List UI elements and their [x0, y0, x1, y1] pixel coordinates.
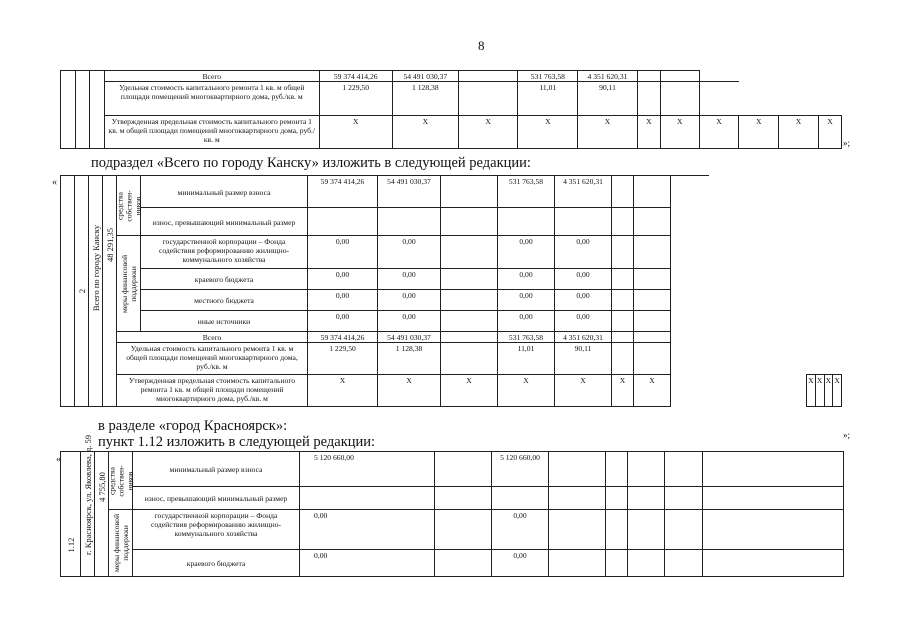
x-mark: X — [739, 116, 779, 149]
blank-cell — [703, 510, 741, 550]
value-cell: 59 374 414,26 — [319, 71, 392, 82]
page-number: 8 — [478, 38, 485, 53]
row-label: краевого бюджета — [141, 269, 308, 290]
value-cell — [612, 290, 634, 311]
value-cell: 0,00 — [308, 290, 378, 311]
value-cell: 531 763,58 — [518, 71, 578, 82]
value-cell — [634, 311, 671, 332]
value-cell — [612, 343, 634, 375]
value-cell: 0,00 — [492, 550, 549, 577]
end-mark: »; — [843, 430, 851, 440]
x-mark: X — [578, 116, 638, 149]
value-cell: 0,00 — [555, 290, 612, 311]
value-cell: 59 374 414,26 — [308, 332, 378, 343]
row-label: износ, превышающий минимальный размер — [141, 208, 308, 236]
value-cell — [549, 510, 606, 550]
row-label: износ, превышающий минимальный размер — [133, 487, 300, 510]
blank-cell — [779, 452, 844, 487]
x-mark: X — [518, 116, 578, 149]
value-cell — [549, 487, 606, 510]
value-cell — [606, 452, 628, 487]
specific-cost-label: Удельная стоимость капитального ремонта 1 кв. м общей площади помещений многоквартирного дома, руб./кв. м — [104, 82, 319, 116]
support-measures-cell: меры финансовой поддержки — [117, 236, 141, 332]
value-cell: 0,00 — [300, 510, 435, 550]
value-cell: 531 763,58 — [498, 332, 555, 343]
value-cell: 90,11 — [578, 82, 638, 116]
value-cell — [660, 82, 699, 116]
area-cell: 4 755,80 — [95, 452, 109, 577]
table-continuation — [60, 70, 842, 149]
value-cell — [435, 452, 492, 487]
x-mark: X — [308, 375, 378, 407]
value-cell — [628, 487, 665, 510]
row-label: государственной корпорации – Фонда содействия реформированию жилищно-коммунального хозяйства — [141, 236, 308, 269]
owners-funds-cell: средства собствен-ников — [117, 176, 141, 236]
address-cell: г. Красноярск, ул. Яковлева, д. 59 — [81, 452, 95, 577]
value-cell — [634, 236, 671, 269]
x-mark: X — [637, 116, 660, 149]
x-mark: X — [660, 116, 699, 149]
heading-krasnoyarsk: в разделе «город Красноярск»: — [98, 418, 288, 434]
value-cell — [549, 550, 606, 577]
table-side-cell — [90, 71, 105, 149]
table-side-cell — [61, 71, 76, 149]
value-cell: 1 128,38 — [378, 343, 441, 375]
value-cell: 0,00 — [555, 311, 612, 332]
value-cell — [435, 510, 492, 550]
value-cell — [441, 311, 498, 332]
value-cell — [634, 343, 671, 375]
owners-funds-cell: средства собствен-ников — [109, 452, 133, 510]
blank-cell — [779, 71, 819, 82]
value-cell: 59 374 414,26 — [308, 176, 378, 208]
blank-cell — [699, 71, 739, 82]
value-cell — [458, 82, 518, 116]
heading-item-1-12: пункт 1.12 изложить в следующей редакции: — [98, 434, 376, 450]
x-mark: X — [441, 375, 498, 407]
x-mark: X — [833, 375, 842, 407]
value-cell — [441, 269, 498, 290]
value-cell: 4 351 620,31 — [578, 71, 638, 82]
value-cell — [441, 290, 498, 311]
blank-cell — [671, 176, 709, 407]
value-cell — [612, 332, 634, 343]
value-cell — [665, 550, 703, 577]
open-mark: « — [56, 454, 61, 465]
value-cell: 0,00 — [378, 311, 441, 332]
row-label: иные источники — [141, 311, 308, 332]
x-mark: X — [498, 375, 555, 407]
value-cell: 0,00 — [498, 269, 555, 290]
value-cell: 11,01 — [498, 343, 555, 375]
row-number-cell: 2 — [75, 176, 89, 407]
value-cell — [612, 208, 634, 236]
blank-cell — [739, 82, 779, 116]
x-mark: X — [458, 116, 518, 149]
value-cell — [300, 487, 435, 510]
support-measures-cell: меры финансовой поддержки — [109, 510, 133, 577]
x-mark: X — [634, 375, 671, 407]
x-mark: X — [392, 116, 458, 149]
total-label: Всего — [117, 332, 308, 343]
x-mark: X — [818, 116, 841, 149]
value-cell — [441, 332, 498, 343]
blank-cell — [741, 452, 779, 487]
value-cell — [606, 487, 628, 510]
value-cell — [441, 236, 498, 269]
value-cell: 531 763,58 — [498, 176, 555, 208]
value-cell — [634, 208, 671, 236]
x-mark: X — [555, 375, 612, 407]
value-cell: 5 120 660,00 — [300, 452, 435, 487]
open-mark: « — [52, 177, 57, 188]
value-cell: 0,00 — [308, 269, 378, 290]
value-cell: 4 351 620,31 — [555, 176, 612, 208]
blank-cell — [818, 71, 841, 82]
row-label: государственной корпорации – Фонда содействия реформированию жилищно-коммунального хозяйства — [133, 510, 300, 550]
value-cell: 54 491 030,37 — [378, 332, 441, 343]
blank-cell — [739, 71, 779, 82]
row-label: местного бюджета — [141, 290, 308, 311]
value-cell: 90,11 — [555, 343, 612, 375]
value-cell: 0,00 — [308, 236, 378, 269]
value-cell — [634, 290, 671, 311]
value-cell: 0,00 — [378, 236, 441, 269]
value-cell — [458, 71, 518, 82]
value-cell — [665, 487, 703, 510]
value-cell — [555, 208, 612, 236]
heading-kansk: подраздел «Всего по городу Канску» изложить в следующей редакции: — [91, 155, 531, 171]
x-mark: X — [319, 116, 392, 149]
value-cell — [612, 311, 634, 332]
blank-cell — [741, 510, 779, 550]
blank-cell — [747, 176, 785, 407]
value-cell — [665, 452, 703, 487]
value-cell: 0,00 — [300, 550, 435, 577]
value-cell — [628, 550, 665, 577]
value-cell — [628, 452, 665, 487]
value-cell: 11,01 — [518, 82, 578, 116]
row-number-cell: 1.12 — [61, 452, 81, 577]
value-cell: 0,00 — [498, 290, 555, 311]
blank-cell — [779, 510, 844, 550]
value-cell — [498, 208, 555, 236]
x-mark: X — [824, 375, 833, 407]
blank-cell — [709, 176, 747, 407]
value-cell: 0,00 — [308, 311, 378, 332]
total-label: Всего — [104, 71, 319, 82]
value-cell — [435, 550, 492, 577]
value-cell — [612, 176, 634, 208]
table-side-cell — [61, 176, 75, 407]
value-cell: 0,00 — [498, 236, 555, 269]
value-cell — [308, 208, 378, 236]
value-cell: 1 229,50 — [319, 82, 392, 116]
value-cell — [606, 510, 628, 550]
row-label: минимальный размер взноса — [133, 452, 300, 487]
limit-cost-label: Утвержденная предельная стоимость капитального ремонта 1 кв. м общей площади помещений многоквартирного дома, руб./кв. м — [104, 116, 319, 149]
x-mark: X — [378, 375, 441, 407]
x-mark: X — [699, 116, 739, 149]
x-mark: X — [779, 116, 819, 149]
value-cell — [628, 510, 665, 550]
value-cell: 54 491 030,37 — [378, 176, 441, 208]
value-cell — [634, 176, 671, 208]
x-mark: X — [612, 375, 634, 407]
blank-cell — [703, 550, 741, 577]
value-cell: 0,00 — [492, 510, 549, 550]
value-cell: 0,00 — [378, 269, 441, 290]
table-side-cell — [75, 71, 90, 149]
value-cell — [435, 487, 492, 510]
blank-cell — [741, 550, 779, 577]
end-mark: »; — [843, 138, 851, 148]
value-cell: 1 229,50 — [308, 343, 378, 375]
value-cell — [637, 82, 660, 116]
value-cell — [606, 550, 628, 577]
value-cell — [549, 452, 606, 487]
blank-cell — [779, 487, 844, 510]
value-cell: 0,00 — [555, 236, 612, 269]
value-cell — [660, 71, 699, 82]
value-cell: 1 128,38 — [392, 82, 458, 116]
row-label: краевого бюджета — [133, 550, 300, 577]
value-cell — [441, 343, 498, 375]
value-cell — [612, 236, 634, 269]
specific-cost-label: Удельная стоимость капитального ремонта 1 кв. м общей площади помещений многоквартирного дома, руб./кв. м — [117, 343, 308, 375]
limit-cost-label: Утвержденная предельная стоимость капитального ремонта 1 кв. м общей площади помещений многоквартирного дома, руб./кв. м — [117, 375, 308, 407]
value-cell — [378, 208, 441, 236]
value-cell — [492, 487, 549, 510]
value-cell: 5 120 660,00 — [492, 452, 549, 487]
row-label: минимальный размер взноса — [141, 176, 308, 208]
value-cell — [612, 269, 634, 290]
value-cell: 0,00 — [555, 269, 612, 290]
blank-cell — [779, 550, 844, 577]
blank-cell — [779, 82, 819, 116]
value-cell — [634, 332, 671, 343]
blank-cell — [703, 452, 741, 487]
group-area-cell: 48 291,35 — [103, 176, 117, 407]
blank-cell — [818, 82, 841, 116]
blank-cell — [703, 487, 741, 510]
x-mark: X — [815, 375, 824, 407]
value-cell: 0,00 — [378, 290, 441, 311]
value-cell: 54 491 030,37 — [392, 71, 458, 82]
blank-cell — [699, 82, 739, 116]
blank-cell — [741, 487, 779, 510]
value-cell — [441, 208, 498, 236]
value-cell — [637, 71, 660, 82]
value-cell: 4 351 620,31 — [555, 332, 612, 343]
value-cell — [634, 269, 671, 290]
x-mark: X — [807, 375, 816, 407]
value-cell — [441, 176, 498, 208]
group-title-cell: Всего по городу Канску — [89, 176, 103, 407]
table-kansk — [60, 175, 842, 407]
blank-cell — [785, 176, 807, 407]
value-cell — [665, 510, 703, 550]
value-cell: 0,00 — [498, 311, 555, 332]
